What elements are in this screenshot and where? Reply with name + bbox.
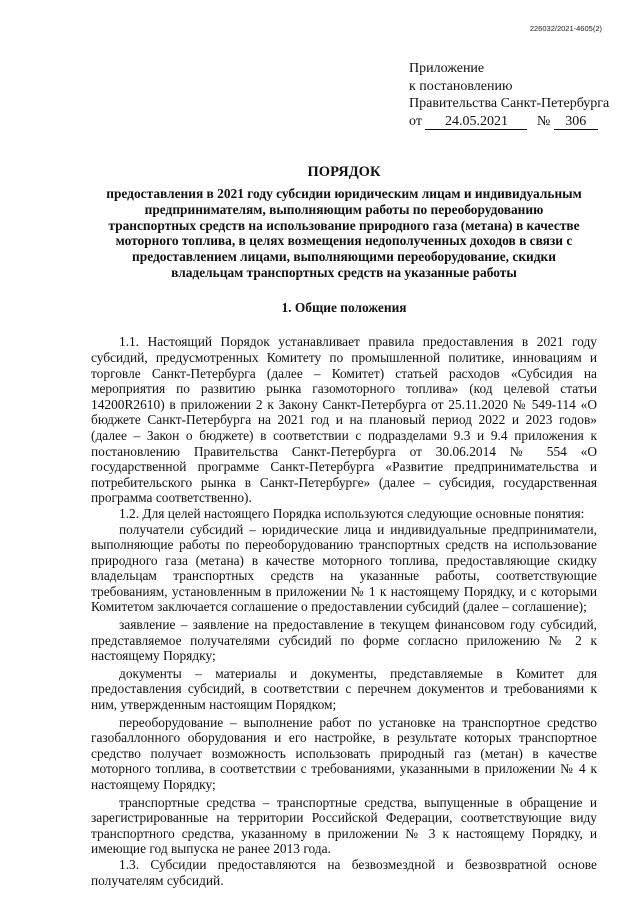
appendix-label: Приложение — [409, 61, 485, 76]
appendix-from-label: от — [409, 113, 422, 129]
appendix-number-sign: № — [536, 113, 551, 129]
registration-stamp: 226032/2021-4605(2) — [529, 24, 602, 33]
section-title: 1. Общие положения — [281, 299, 407, 315]
paragraph-1-2: 1.2. Для целей настоящего Порядка используются следующие основные понятия: — [119, 505, 585, 521]
appendix-date: 24.05.2021 — [425, 114, 527, 130]
appendix-government-label: Правительства Санкт-Петербурга — [409, 96, 610, 111]
definition-application: заявление – заявление на предоставление в текущем финансовом году субсидий, представляемое получателями субсидий по форме согласно приложению № 2 к настоящему Порядку; — [91, 617, 597, 664]
appendix-resolution-label: к постановлению — [409, 78, 513, 94]
appendix-block — [409, 60, 609, 130]
definition-documents: документы – материалы и документы, представляемые в Комитет для предоставления субсидий, в соответствии с перечнем документов и требованиями к ним, утвержденным настоящим Порядком; — [91, 665, 597, 713]
definition-recipients: получатели субсидий – юридические лица и индивидуальные предприниматели, выполняющие работы по переоборудованию транспортных средств на использование природного газа (метана) в качестве моторного топлива, предоставляющие скидку владельцам транспортных средств на указанные работы, соответствующие требованиям, установленным в приложении № 1 к настоящему Порядку, и с которыми Комитетом заключается соглашение о предоставлении субсидий (далее – соглашение); — [91, 521, 597, 615]
paragraph-1-1: 1.1. Настоящий Порядок устанавливает правила предоставления в 2021 году субсидий, предусмотренных Комитету по промышленной политике, инновациям и торговле Санкт-Петербурга (далее – Комитет) статьей расходов «Субсидия на мероприятия по развитию рынка газомоторного топлива» (код целевой статьи 14200R2610) в приложении 2 к Закону Санкт-Петербурга от 25.11.2020 № 549-114 «О бюджете Санкт-Петербурга на 2021 год и на плановый период 2022 и 2023 годов» (далее – Закон о бюджете) в соответствии с подразделами 9.3 и 9.4 приложения к постановлению Правительства Санкт-Петербурга от 30.06.2014 № 554 «О государственной программе Санкт-Петербурга «Развитие предпринимательства и потребительского рынка в Санкт-Петербурге» (далее – субсидия, государственная программа соответственно). — [91, 334, 597, 506]
definition-vehicles: транспортные средства – транспортные средства, выпущенные в обращение и зарегистрированные на территории Российской Федерации, соответствующие виду транспортного средства, указанному в приложении № 3 к настоящему Порядку, и имеющие год выпуска не ранее 2013 года. — [91, 794, 597, 857]
document-body — [91, 163, 597, 888]
appendix-number: 306 — [554, 114, 598, 130]
appendix-date-line — [409, 113, 609, 131]
document-subtitle: предоставления в 2021 году субсидии юридическим лицам и индивидуальным предпринимателям, выполняющим работы по переоборудованию транспортных средств на использование природного газа (метана) в качестве моторного топлива, в целях возмещения недополученных доходов в связи с предоставлением лицами, выполняющими переоборудование, скидки владельцам транспортных средств на указанные работы — [106, 186, 582, 280]
paragraph-1-3: 1.3. Субсидии предоставляются на безвозмездной и безвозвратной основе получателям субсидий. — [91, 856, 597, 888]
definition-conversion: переоборудование – выполнение работ по установке на транспортное средство газобаллонного оборудования и его настройке, в результате которых транспортное средство получает возможность использовать природный газ (метан) в качестве моторного топлива, в соответствии с требованиями, указанными в приложении № 4 к настоящему Порядку; — [91, 714, 597, 792]
document-title: ПОРЯДОК — [307, 164, 381, 180]
